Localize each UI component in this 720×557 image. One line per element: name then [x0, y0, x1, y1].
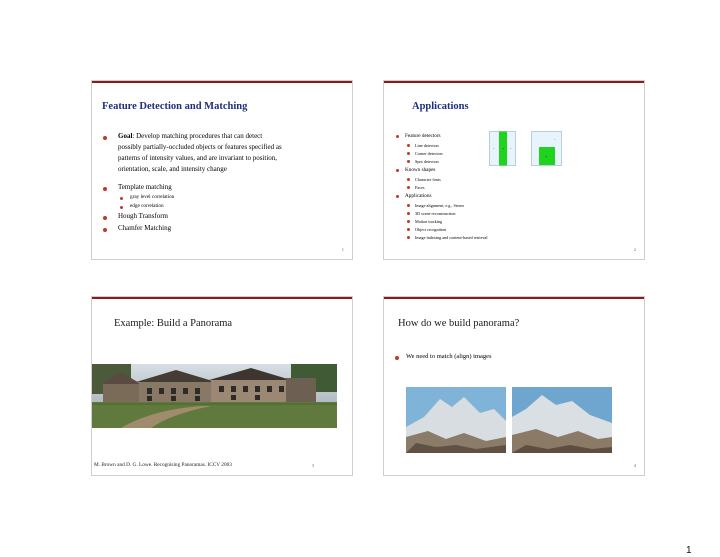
bullet-icon [395, 356, 399, 360]
citation-footer: M. Brown and D. G. Lowe. Recognising Panoramas. ICCV 2003 [94, 462, 232, 468]
mountain-photo-left [406, 387, 506, 453]
sub-bullet-icon [407, 144, 410, 147]
slide-page-number: 2 [633, 247, 636, 252]
goal-line-2: possibly partially-occluded objects or features specified as [118, 143, 282, 151]
bullet-icon [103, 228, 107, 232]
sub-item: Spot detectors [415, 159, 439, 164]
bullet-icon [396, 135, 399, 138]
sub-item: edge correlation [130, 203, 164, 209]
sub-bullet-icon [407, 228, 410, 231]
goal-text: : Develop matching procedures that can detect [132, 132, 263, 140]
goal-line-1 [118, 131, 262, 142]
sub-item: Faces [415, 185, 425, 190]
sub-bullet-icon [407, 212, 410, 215]
bullet-icon [103, 187, 107, 191]
sub-bullet-icon [407, 220, 410, 223]
sub-item: Line detectors [415, 143, 439, 148]
sub-bullet-icon [407, 236, 410, 239]
sub-item: 3D scene reconstruction [415, 211, 456, 216]
sub-bullet-icon [407, 186, 410, 189]
bullet-icon [396, 169, 399, 172]
sub-bullet-icon [120, 197, 123, 200]
bullet-icon [103, 216, 107, 220]
item-feature-detectors: Feature detectors [405, 133, 441, 139]
slide-3 [91, 296, 353, 476]
slide-title: Applications [412, 101, 469, 112]
bullet-icon [396, 195, 399, 198]
slide-4 [383, 296, 645, 476]
svg-text:-: - [510, 146, 512, 151]
svg-text:-: - [493, 146, 495, 151]
panorama-image [91, 364, 337, 428]
slide-top-rule [92, 81, 352, 83]
mountain-photo-right [512, 387, 612, 453]
sub-item: Motion tracking [415, 219, 443, 224]
sub-bullet-icon [120, 206, 123, 209]
sub-bullet-icon [407, 204, 410, 207]
sub-item: Image indexing and content-based retrieval [415, 235, 488, 240]
slide-title: How do we build panorama? [398, 318, 520, 329]
item-match-images: We need to match (align) images [406, 353, 492, 360]
slide-page-number: 3 [311, 463, 314, 468]
svg-text:-: - [554, 137, 556, 142]
sub-item: Image alignment, e.g., Stereo [415, 203, 465, 208]
slide-page-number: 4 [633, 463, 636, 468]
svg-text:+: + [545, 154, 548, 159]
item-template-matching: Template matching [118, 183, 172, 191]
slide-title: Example: Build a Panorama [114, 318, 233, 329]
sub-item: Character fonts [415, 177, 441, 182]
page-number: 1 [686, 545, 692, 556]
item-chamfer: Chamfer Matching [118, 224, 172, 232]
slide-top-rule [92, 297, 352, 299]
item-known-shapes: Known shapes [405, 167, 436, 173]
slide-top-rule [384, 297, 644, 299]
slide-top-rule [384, 81, 644, 83]
sub-bullet-icon [407, 152, 410, 155]
sub-item: Object recognition [415, 227, 447, 232]
slide-page-number: 1 [341, 247, 344, 252]
goal-label: Goal [118, 132, 133, 140]
item-applications: Applications [405, 193, 432, 199]
goal-line-4: orientation, scale, and intensity change [118, 165, 227, 173]
slide-title: Feature Detection and Matching [102, 101, 248, 112]
sub-bullet-icon [407, 178, 410, 181]
sub-item: Corner detectors [415, 151, 443, 156]
item-hough: Hough Transform [118, 212, 168, 220]
slide-2 [383, 80, 645, 260]
sub-bullet-icon [407, 160, 410, 163]
sub-item: gray level correlation [130, 194, 175, 200]
slide-1 [91, 80, 353, 260]
goal-line-3: patterns of intensity values, and are invariant to position, [118, 154, 278, 162]
corner-detector-illustration [531, 131, 571, 169]
svg-text:+: + [502, 146, 505, 151]
bullet-icon [103, 136, 107, 140]
